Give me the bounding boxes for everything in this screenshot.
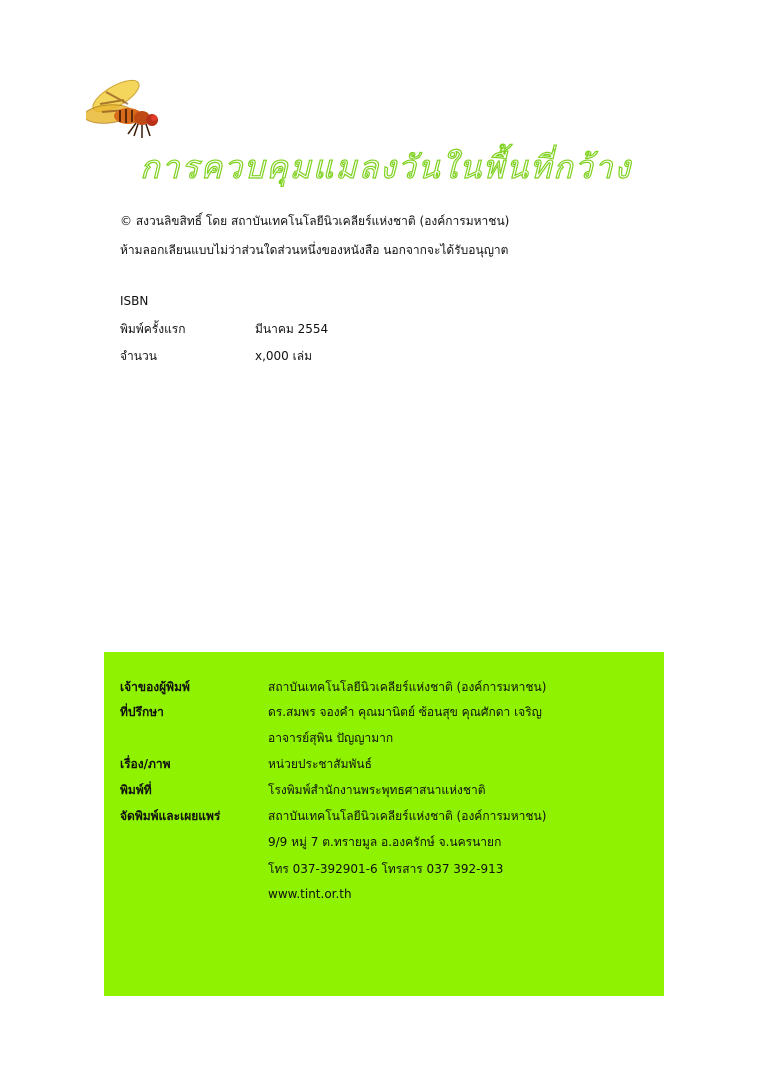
first-print-value: มีนาคม 2554 — [255, 322, 329, 336]
printer-label: พิมพ์ที่ — [120, 783, 152, 797]
distributor-value: สถาบันเทคโนโลยีนิวเคลียร์แห่งชาติ (องค์การมหาชน) — [268, 809, 547, 823]
distributor-label: จัดพิมพ์และเผยแพร่ — [120, 809, 221, 823]
quantity-value: x,000 เล่ม — [255, 349, 312, 363]
owner-label: เจ้าของผู้พิมพ์ — [120, 680, 190, 694]
printer-value: โรงพิมพ์สำนักงานพระพุทธศาสนาแห่งชาติ — [268, 783, 486, 797]
owner-value: สถาบันเทคโนโลยีนิวเคลียร์แห่งชาติ (องค์การมหาชน) — [268, 680, 547, 694]
isbn-label: ISBN — [120, 294, 149, 308]
copyright-notice: © สงวนลิขสิทธิ์ โดย สถาบันเทคโนโลยีนิวเคลียร์แห่งชาติ (องค์การมหาชน) — [120, 214, 510, 228]
book-title: การควบคุมแมลงวันในพื้นที่กว้าง — [140, 148, 633, 186]
distributor-phone: โทร 037-392901-6 โทรสาร 037 392-913 — [268, 862, 504, 876]
story-value: หน่วยประชาสัมพันธ์ — [268, 757, 372, 771]
first-print-label: พิมพ์ครั้งแรก — [120, 322, 186, 336]
credits-panel — [104, 652, 664, 996]
advisor-value-1: ดร.สมพร จองคำ คุณมานิตย์ ซ้อนสุข คุณศักดา เจริญ — [268, 705, 542, 719]
advisor-label: ที่ปรึกษา — [120, 705, 164, 719]
advisor-value-2: อาจารย์สุพิน ปัญญามาก — [268, 731, 394, 745]
quantity-label: จำนวน — [120, 349, 157, 363]
distributor-address: 9/9 หมู่ 7 ต.ทรายมูล อ.องครักษ์ จ.นครนายก — [268, 835, 502, 849]
distributor-website[interactable]: www.tint.or.th — [268, 887, 352, 901]
reproduction-notice: ห้ามลอกเลียนแบบไม่ว่าส่วนใดส่วนหนึ่งของหนังสือ นอกจากจะได้รับอนุญาต — [120, 243, 509, 257]
story-label: เรื่อง/ภาพ — [120, 757, 171, 771]
fruit-fly-illustration — [86, 74, 166, 146]
